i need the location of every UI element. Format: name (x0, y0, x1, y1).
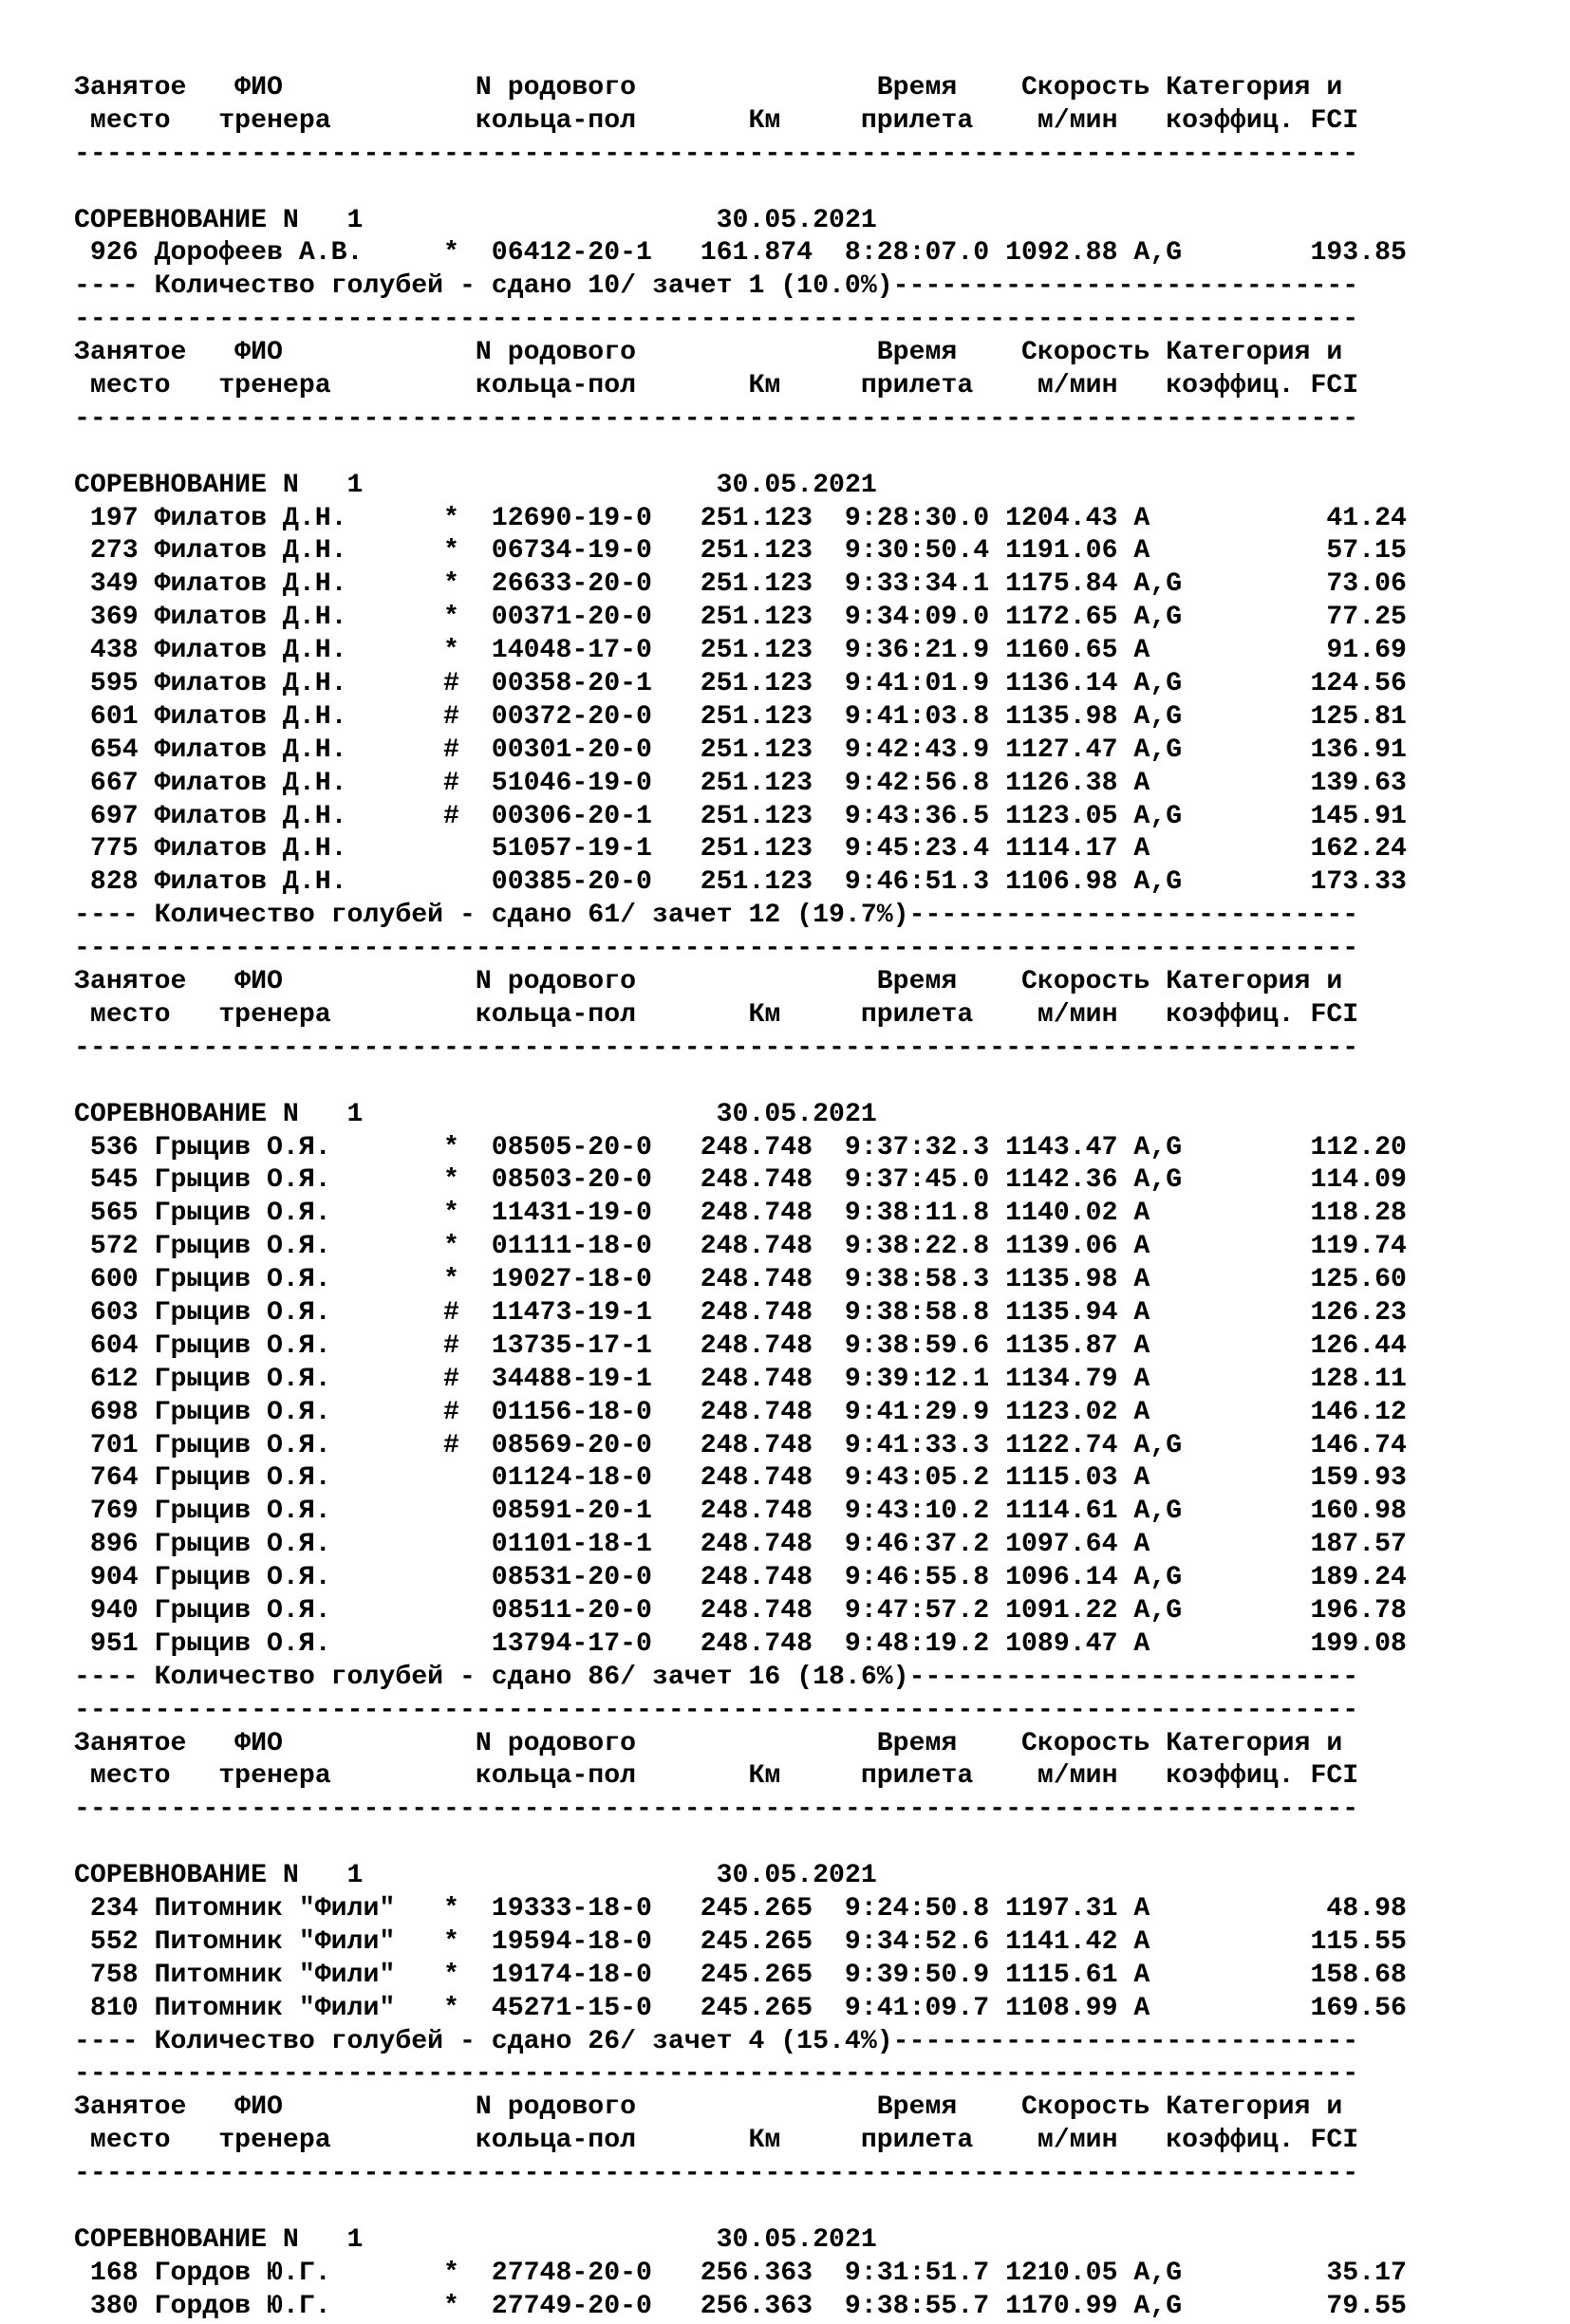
result-row: 565 Грыцив О.Я. * 11431-19-0 248.748 9:38:11.8 1140.02 A 118.28 (74, 1199, 1407, 1229)
blank-line (74, 1066, 1407, 1099)
competition-line (74, 1099, 1407, 1132)
separator-rule: -------------------------------------------------------------------------------- (74, 2159, 1359, 2189)
competition-line (74, 470, 1407, 503)
result-row: 667 Филатов Д.Н. # 51046-19-0 251.123 9:42:56.8 1126.38 A 139.63 (74, 768, 1407, 798)
result-row: 572 Грыцив О.Я. * 01111-18-0 248.748 9:38:22.8 1139.06 A 119.74 (74, 1232, 1407, 1262)
separator-rule: -------------------------------------------------------------------------------- (74, 1794, 1359, 1825)
result-row: 438 Филатов Д.Н. * 14048-17-0 251.123 9:36:21.9 1160.65 A 91.69 (74, 636, 1407, 666)
result-row: 603 Грыцив О.Я. # 11473-19-1 248.748 9:38:58.8 1135.94 A 126.23 (74, 1297, 1407, 1328)
column-header-line-2: место тренера кольца-пол Км прилета м/мин коэффиц. FCI (74, 371, 1359, 401)
separator-rule: -------------------------------------------------------------------------------- (74, 1695, 1359, 1725)
competition-line (74, 2224, 1407, 2258)
blank-line (74, 172, 1407, 205)
result-row: 612 Грыцив О.Я. # 34488-19-1 248.748 9:39:12.1 1134.79 A 128.11 (74, 1364, 1407, 1394)
result-row: 654 Филатов Д.Н. # 00301-20-0 251.123 9:42:43.9 1127.47 A,G 136.91 (74, 734, 1407, 765)
result-row: 769 Грыцив О.Я. 08591-20-1 248.748 9:43:10.2 1114.61 A,G 160.98 (74, 1497, 1407, 1527)
competition-title: СОРЕВНОВАНИЕ N 1 (74, 2224, 364, 2255)
result-row: 168 Гордов Ю.Г. * 27748-20-0 256.363 9:31:51.7 1210.05 A,G 35.17 (74, 2258, 1407, 2288)
separator-rule: -------------------------------------------------------------------------------- (74, 1032, 1359, 1063)
competition-date: 30.05.2021 (716, 1861, 877, 1891)
result-row: 904 Грыцив О.Я. 08531-20-0 248.748 9:46:55.8 1096.14 A,G 189.24 (74, 1563, 1407, 1593)
result-row: 545 Грыцив О.Я. * 08503-20-0 248.748 9:37:45.0 1142.36 A,G 114.09 (74, 1165, 1407, 1196)
result-row: 896 Грыцив О.Я. 01101-18-1 248.748 9:46:37.2 1097.64 A 187.57 (74, 1530, 1407, 1560)
competition-date: 30.05.2021 (716, 205, 877, 235)
competition-title: СОРЕВНОВАНИЕ N 1 (74, 470, 364, 500)
competition-title: СОРЕВНОВАНИЕ N 1 (74, 1099, 364, 1129)
separator-rule: -------------------------------------------------------------------------------- (74, 2059, 1359, 2090)
competition-date: 30.05.2021 (716, 1099, 877, 1129)
result-row: 940 Грыцив О.Я. 08511-20-0 248.748 9:47:57.2 1091.22 A,G 196.78 (74, 1595, 1407, 1626)
result-row: 234 Питомник "Фили" * 19333-18-0 245.265 9:24:50.8 1197.31 A 48.98 (74, 1893, 1407, 1924)
summary-line: ---- Количество голубей - сдано 26/ зачет 4 (15.4%)----------------------------- (74, 2026, 1359, 2056)
separator-rule: -------------------------------------------------------------------------------- (74, 403, 1359, 434)
separator-rule: -------------------------------------------------------------------------------- (74, 305, 1359, 335)
result-row: 764 Грыцив О.Я. 01124-18-0 248.748 9:43:05.2 1115.03 A 159.93 (74, 1463, 1407, 1494)
separator-rule: -------------------------------------------------------------------------------- (74, 934, 1359, 964)
column-header-line-1: Занятое ФИО N родового Время Скорость Категория и (74, 73, 1343, 102)
result-row: 697 Филатов Д.Н. # 00306-20-1 251.123 9:43:36.5 1123.05 A,G 145.91 (74, 801, 1407, 831)
column-header-line-2: место тренера кольца-пол Км прилета м/мин коэффиц. FCI (74, 999, 1359, 1030)
blank-line (74, 1827, 1407, 1860)
column-header-line-1: Занятое ФИО N родового Время Скорость Категория и (74, 967, 1343, 997)
result-row: 828 Филатов Д.Н. 00385-20-0 251.123 9:46:51.3 1106.98 A,G 173.33 (74, 867, 1407, 898)
result-row: 273 Филатов Д.Н. * 06734-19-0 251.123 9:30:50.4 1191.06 A 57.15 (74, 536, 1407, 567)
competition-date: 30.05.2021 (716, 2224, 877, 2255)
result-row: 951 Грыцив О.Я. 13794-17-0 248.748 9:48:19.2 1089.47 A 199.08 (74, 1628, 1407, 1659)
result-row: 369 Филатов Д.Н. * 00371-20-0 251.123 9:34:09.0 1172.65 A,G 77.25 (74, 603, 1407, 633)
result-row: 595 Филатов Д.Н. # 00358-20-1 251.123 9:41:01.9 1136.14 A,G 124.56 (74, 669, 1407, 699)
summary-line: ---- Количество голубей - сдано 10/ зачет 1 (10.0%)----------------------------- (74, 271, 1359, 302)
result-row: 349 Филатов Д.Н. * 26633-20-0 251.123 9:33:34.1 1175.84 A,G 73.06 (74, 569, 1407, 600)
result-row: 758 Питомник "Фили" * 19174-18-0 245.265 9:39:50.9 1115.61 A 158.68 (74, 1960, 1407, 1990)
competition-title: СОРЕВНОВАНИЕ N 1 (74, 1861, 364, 1891)
column-header-line-1: Занятое ФИО N родового Время Скорость Категория и (74, 338, 1343, 368)
result-row: 604 Грыцив О.Я. # 13735-17-1 248.748 9:38:59.6 1135.87 A 126.44 (74, 1330, 1407, 1361)
summary-line: ---- Количество голубей - сдано 86/ зачет 16 (18.6%)---------------------------- (74, 1662, 1359, 1692)
result-row: 775 Филатов Д.Н. 51057-19-1 251.123 9:45:23.4 1114.17 A 162.24 (74, 834, 1407, 865)
competition-title: СОРЕВНОВАНИЕ N 1 (74, 205, 364, 235)
competition-line (74, 1860, 1407, 1893)
separator-rule: -------------------------------------------------------------------------------- (74, 139, 1359, 169)
column-header-line-2: место тренера кольца-пол Км прилета м/мин коэффиц. FCI (74, 2126, 1359, 2156)
competition-line (74, 205, 1407, 238)
result-row: 701 Грыцив О.Я. # 08569-20-0 248.748 9:41:33.3 1122.74 A,G 146.74 (74, 1430, 1407, 1460)
result-row: 380 Гордов Ю.Г. * 27749-20-0 256.363 9:38:55.7 1170.99 A,G 79.55 (74, 2291, 1407, 2321)
results-report (74, 72, 1407, 2324)
result-row: 698 Грыцив О.Я. # 01156-18-0 248.748 9:41:29.9 1123.02 A 146.12 (74, 1397, 1407, 1427)
result-row: 552 Питомник "Фили" * 19594-18-0 245.265 9:34:52.6 1141.42 A 115.55 (74, 1926, 1407, 1957)
result-row: 926 Дорофеев А.В. * 06412-20-1 161.874 8:28:07.0 1092.88 A,G 193.85 (74, 238, 1407, 269)
result-row: 536 Грыцив О.Я. * 08505-20-0 248.748 9:37:32.3 1143.47 A,G 112.20 (74, 1132, 1407, 1162)
blank-line (74, 437, 1407, 470)
column-header-line-2: место тренера кольца-пол Км прилета м/мин коэффиц. FCI (74, 1761, 1359, 1792)
column-header-line-1: Занятое ФИО N родового Время Скорость Категория и (74, 1728, 1343, 1758)
competition-date: 30.05.2021 (716, 470, 877, 500)
result-row: 810 Питомник "Фили" * 45271-15-0 245.265 9:41:09.7 1108.99 A 169.56 (74, 1993, 1407, 2023)
result-row: 601 Филатов Д.Н. # 00372-20-0 251.123 9:41:03.8 1135.98 A,G 125.81 (74, 701, 1407, 732)
result-row: 197 Филатов Д.Н. * 12690-19-0 251.123 9:28:30.0 1204.43 A 41.24 (74, 503, 1407, 533)
column-header-line-1: Занятое ФИО N родового Время Скорость Категория и (74, 2092, 1343, 2123)
summary-line: ---- Количество голубей - сдано 61/ зачет 12 (19.7%)---------------------------- (74, 901, 1359, 931)
result-row: 600 Грыцив О.Я. * 19027-18-0 248.748 9:38:58.3 1135.98 A 125.60 (74, 1265, 1407, 1295)
column-header-line-2: место тренера кольца-пол Км прилета м/мин коэффиц. FCI (74, 105, 1359, 136)
